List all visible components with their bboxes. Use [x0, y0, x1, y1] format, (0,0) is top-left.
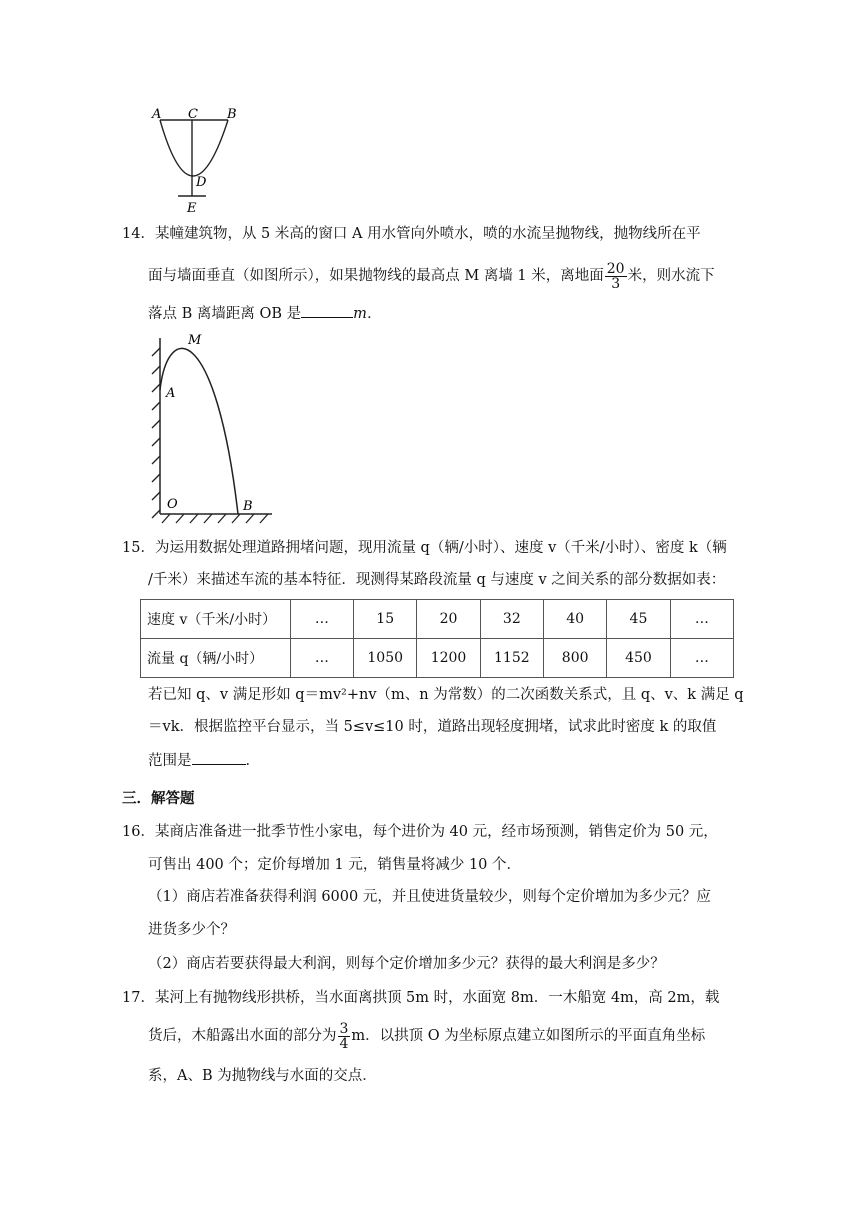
- q14-text-3b: m．: [353, 306, 382, 322]
- q14-answer-blank[interactable]: [301, 317, 353, 318]
- q15-text-3: 若已知 q、v 满足形如 q＝mv²+nv（m、n 为常数）的二次函数关系式，且 q、v、k 满足 q: [148, 687, 744, 703]
- q14-frac-den: 3: [611, 275, 621, 292]
- label-b: B: [227, 107, 237, 122]
- q15-text-4: ＝vk．根据监控平台显示，当 5≤v≤10 时，道路出现轻度拥堵，试求此时密度 k 的取值: [148, 719, 717, 735]
- table-cell: 32: [480, 600, 543, 639]
- q14-text-2b: 米，则水流下: [627, 268, 715, 284]
- q14-line-2: [148, 256, 715, 296]
- section-title: 三．解答题: [122, 791, 195, 807]
- table-cell: 40: [544, 600, 607, 639]
- q17-number: 17．: [122, 990, 155, 1006]
- q17-line-2: [148, 1016, 705, 1056]
- q17-text-1: 某河上有抛物线形拱桥，当水面离拱顶 5m 时，水面宽 8m．一木船宽 4m，高 2m，载: [154, 990, 720, 1006]
- q16-part1-line-2: [148, 920, 235, 940]
- label-d: D: [196, 175, 207, 190]
- parabola-curve: [160, 120, 228, 176]
- q16-part1-line-1: [148, 887, 711, 907]
- table-cell: 450: [607, 639, 670, 678]
- table-cell: …: [290, 639, 353, 678]
- label-c: C: [188, 107, 198, 122]
- ground-hatching: [162, 514, 268, 523]
- table-cell: …: [290, 600, 353, 639]
- label-o: O: [167, 497, 178, 512]
- q15-text-5a: 范围是: [148, 753, 192, 769]
- q15-answer-blank[interactable]: [192, 764, 246, 765]
- q17-text-3: 系，A、B 为抛物线与水面的交点．: [148, 1068, 377, 1084]
- label-a: A: [166, 386, 176, 401]
- parabola-figure-acbde: [140, 104, 250, 216]
- table-cell: 1050: [354, 639, 417, 678]
- table-cell: 1200: [417, 639, 480, 678]
- water-parabola-figure: [146, 330, 278, 526]
- q16-part1-text-1: （1）商店若准备获得利润 6000 元，并且使进货量较少，则每个定价增加为多少元？应: [148, 889, 711, 905]
- q16-text-2: 可售出 400 个；定价每增加 1 元，销售量将减少 10 个．: [148, 857, 522, 873]
- q16-part2-line: [148, 954, 665, 974]
- q15-line-4: [148, 717, 716, 737]
- q14-fraction: [605, 262, 627, 291]
- q14-text-3a: 落点 B 离墙距离 OB 是: [148, 306, 302, 322]
- q15-text-1: 为运用数据处理道路拥堵问题，现用流量 q（辆/小时）、速度 v（千米/小时）、密度 k（辆: [154, 540, 727, 556]
- q14-line-1: [122, 224, 701, 244]
- q17-frac-den: 4: [339, 1035, 349, 1052]
- table-cell: 15: [354, 600, 417, 639]
- q16-line-2: [148, 855, 521, 875]
- q15-line-2: [148, 570, 725, 590]
- table-cell: 1152: [480, 639, 543, 678]
- q17-fraction: [338, 1022, 351, 1051]
- table-header-speed: 速度 v（千米/小时）: [141, 600, 291, 639]
- label-b: B: [243, 499, 253, 514]
- speed-flow-table: [140, 599, 734, 678]
- q17-text-2b: m．以拱顶 O 为坐标原点建立如图所示的平面直角坐标: [351, 1028, 706, 1044]
- q16-part1-text-2: 进货多少个？: [148, 922, 235, 938]
- label-a: A: [152, 107, 162, 122]
- q14-text-1: 某幢建筑物，从 5 米高的窗口 A 用水管向外喷水，喷的水流呈抛物线，抛物线所在平: [154, 226, 701, 242]
- q15-text-2: /千米）来描述车流的基本特征．现测得某路段流量 q 与速度 v 之间关系的部分数据如表：: [148, 572, 726, 588]
- table-header-flow: 流量 q（辆/小时）: [141, 639, 291, 678]
- q15-line-3: [148, 685, 744, 705]
- table-cell: 20: [417, 600, 480, 639]
- wall-hatching: [152, 348, 160, 518]
- q14-line-3: [148, 304, 381, 324]
- q14-number: 14．: [122, 226, 155, 242]
- q17-frac-num: 3: [339, 1020, 349, 1037]
- water-parabola-curve: [160, 348, 238, 514]
- table-cell: …: [670, 600, 733, 639]
- q15-text-5b: ．: [245, 753, 260, 769]
- table-cell: 800: [544, 639, 607, 678]
- table-cell: 45: [607, 600, 670, 639]
- q16-number: 16．: [122, 824, 155, 840]
- q16-text-1: 某商店准备进一批季节性小家电，每个进价为 40 元，经市场预测，销售定价为 50 元，: [154, 824, 718, 840]
- table-row-speed: [141, 600, 734, 639]
- q15-number: 15．: [122, 540, 155, 556]
- q16-line-1: [122, 822, 718, 842]
- q17-text-2a: 货后，木船露出水面的部分为: [148, 1028, 337, 1044]
- q16-part2-text: （2）商店若要获得最大利润，则每个定价增加多少元？获得的最大利润是多少？: [148, 956, 665, 972]
- label-e: E: [187, 201, 197, 216]
- q15-line-1: [122, 538, 727, 558]
- q15-line-5: [148, 751, 260, 771]
- table-row-flow: [141, 639, 734, 678]
- q17-line-1: [122, 988, 719, 1008]
- table-cell: …: [670, 639, 733, 678]
- q14-text-2a: 面与墙面垂直（如图所示），如果抛物线的最高点 M 离墙 1 米，离地面: [148, 268, 604, 284]
- q14-frac-num: 20: [606, 260, 625, 277]
- label-m: M: [188, 333, 202, 348]
- q17-line-3: [148, 1066, 377, 1086]
